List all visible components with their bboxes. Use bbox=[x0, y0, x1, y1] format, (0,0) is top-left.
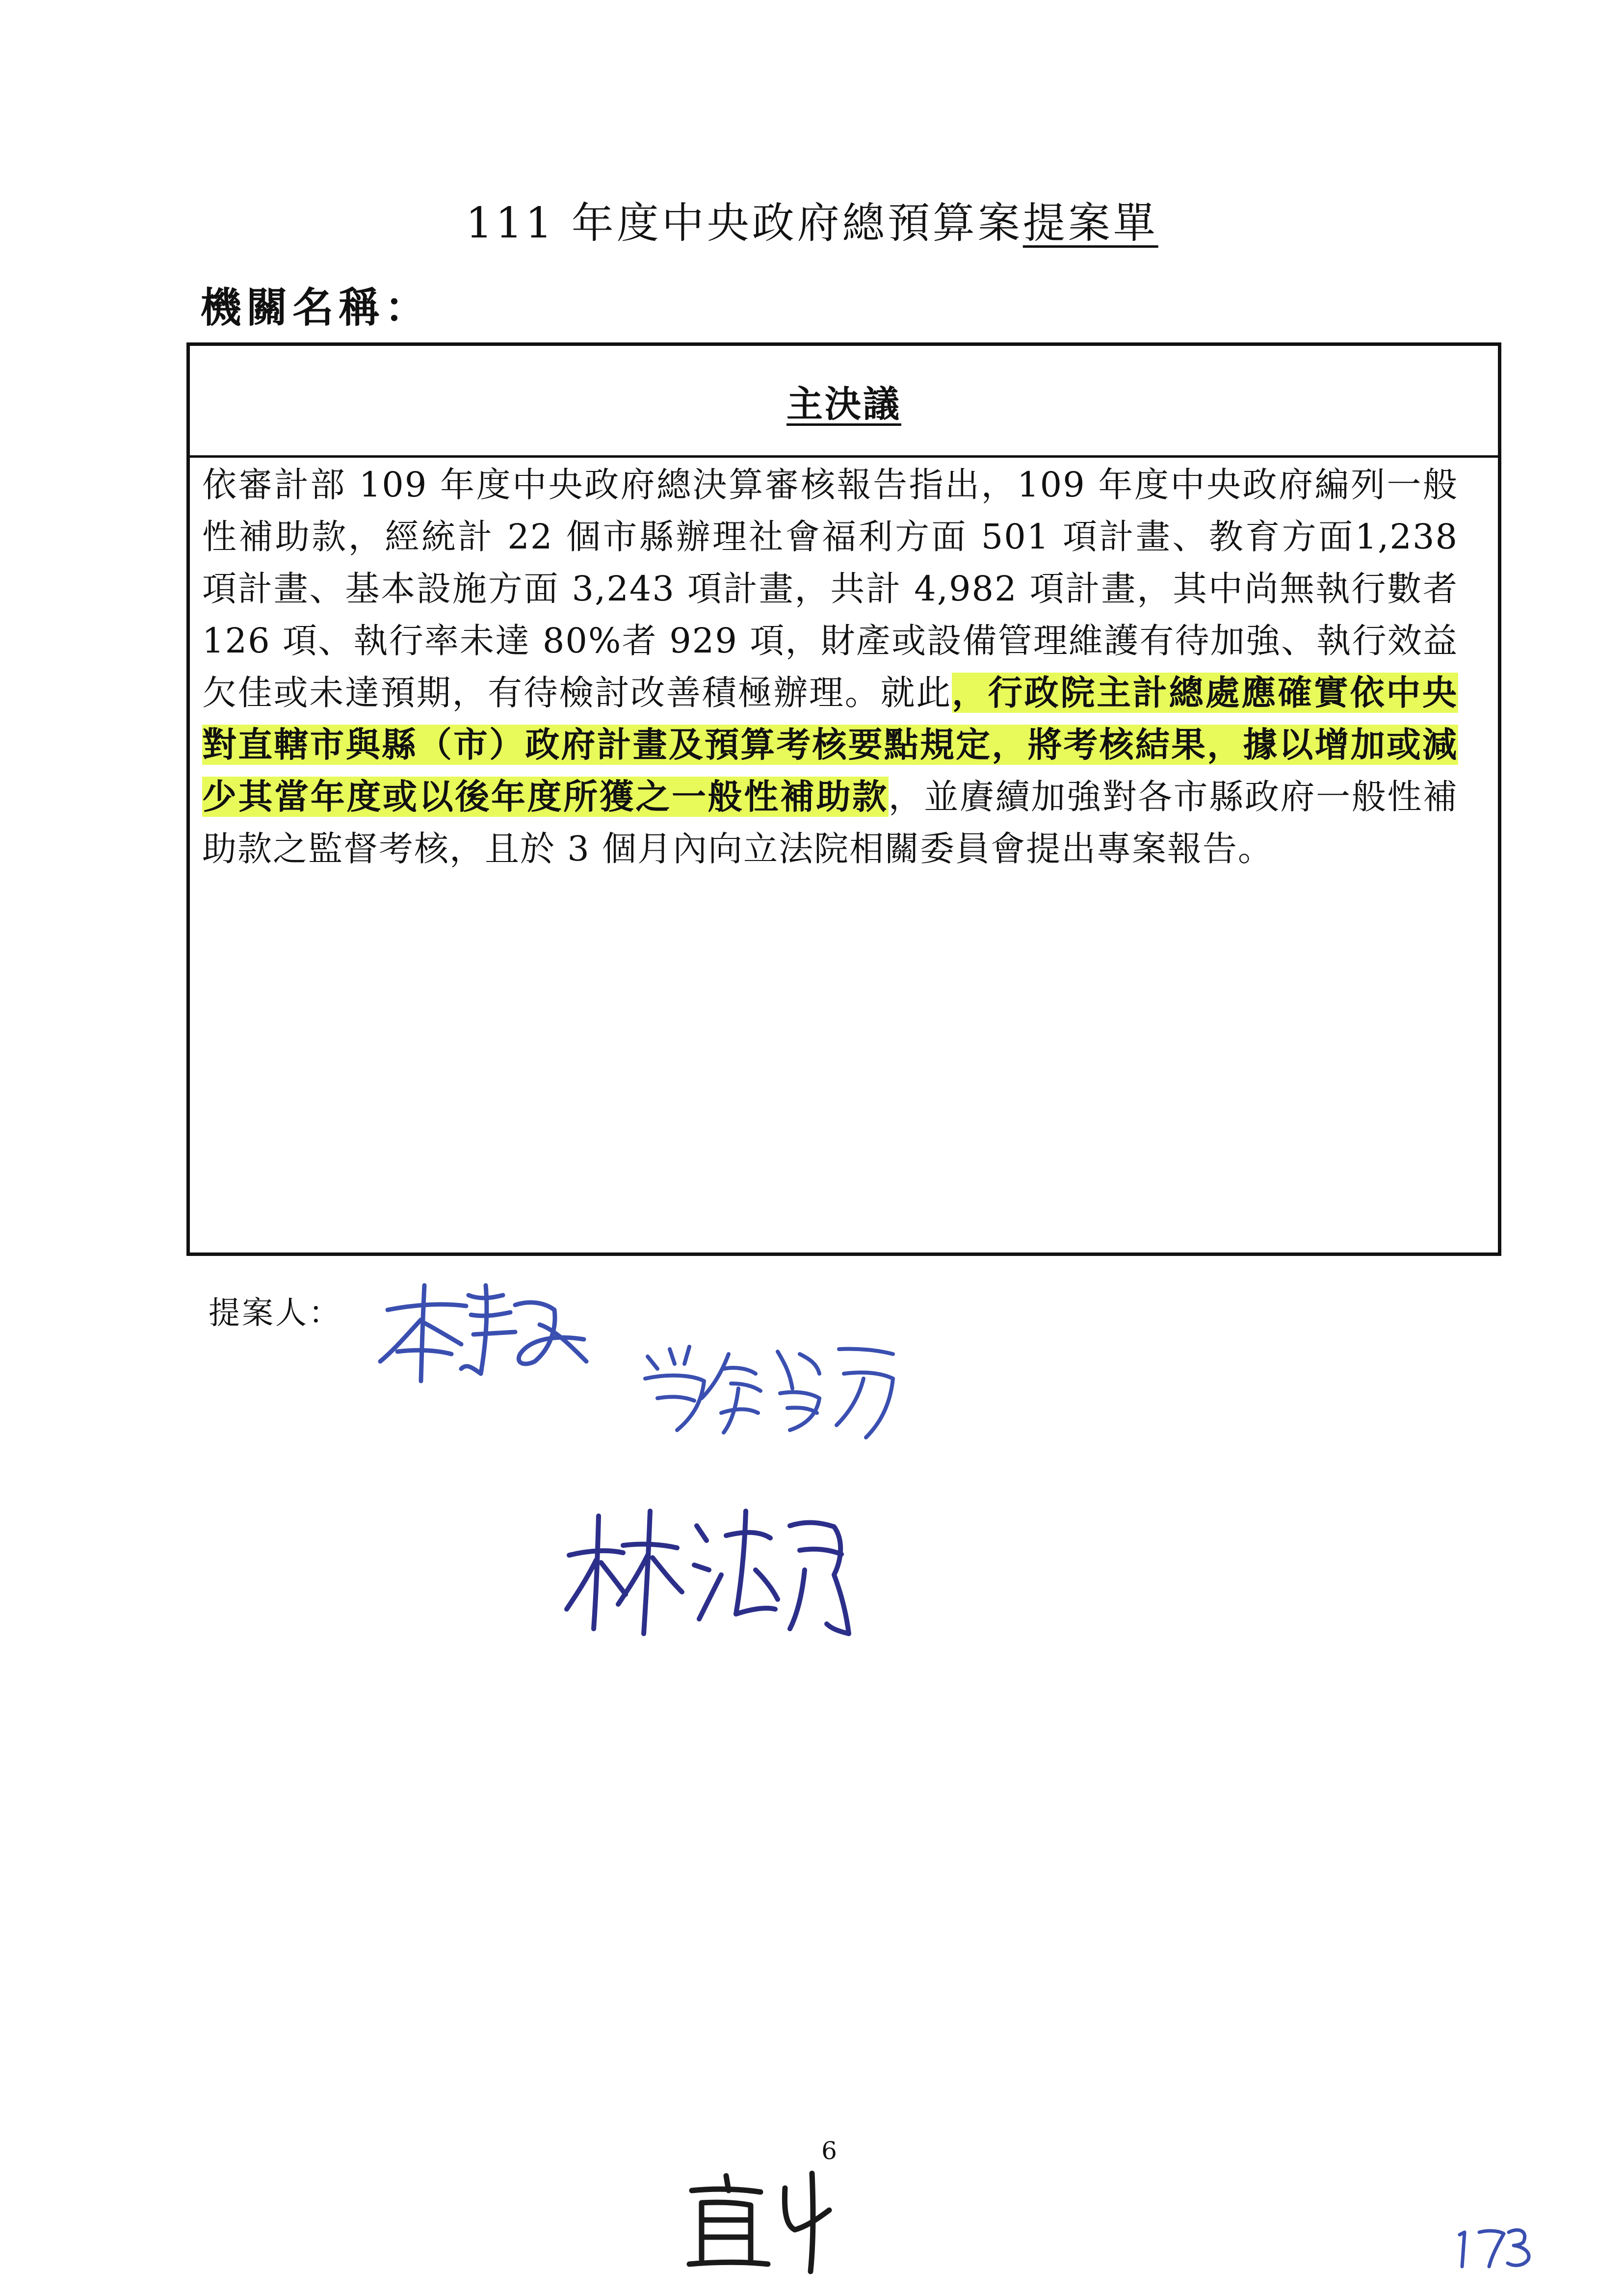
resolution-text-before: 依審計部 109 年度中央政府總決算審核報告指出，109 年度中央政府編列一般性補助款，經統計 22 個市縣辦理社會福利方面 501 項計畫、教育方面1,238 項計畫、基本設施方面 3,243 項計畫，共計 4,982 項計畫，其中尚無執行數者 126 項、執行率未達 80%者 929 項，財產或設備管理維護有待加強、執行效益欠佳或未達預期，有待檢討改善積極辦理。就此 bbox=[202, 465, 1458, 713]
agency-label: 機關名稱： bbox=[200, 284, 431, 332]
proposer-label: 提案人： bbox=[209, 1295, 342, 1331]
signature-3 bbox=[559, 1496, 873, 1644]
resolution-heading: 主決議 bbox=[786, 383, 901, 425]
resolution-text-after: ，並賡續加強對各市縣政府一般性補助款之監督考核，且於 3 個月內向立法院相關委員會提出專案報告。 bbox=[202, 777, 1458, 869]
title-underlined: 提案單 bbox=[1022, 199, 1158, 248]
resolution-box-header bbox=[190, 346, 1498, 458]
resolution-box bbox=[186, 342, 1501, 1256]
resolution-text bbox=[202, 459, 1458, 875]
signature-1 bbox=[368, 1276, 599, 1393]
stamp-mark bbox=[682, 2168, 844, 2276]
handwritten-page-mark bbox=[1450, 2220, 1533, 2274]
resolution-text-highlight: ，行政院主計總處應確實依中央對直轄市與縣（市）政府計畫及預算考核要點規定，將考核結果，據以增加或減少其當年度或以後年度所獲之一般性補助款 bbox=[202, 673, 1459, 817]
signature-2 bbox=[638, 1334, 903, 1447]
page-number: 6 bbox=[821, 2137, 837, 2165]
document-title bbox=[0, 189, 1624, 250]
title-main: 111 年度中央政府總預算案 bbox=[466, 199, 1023, 248]
